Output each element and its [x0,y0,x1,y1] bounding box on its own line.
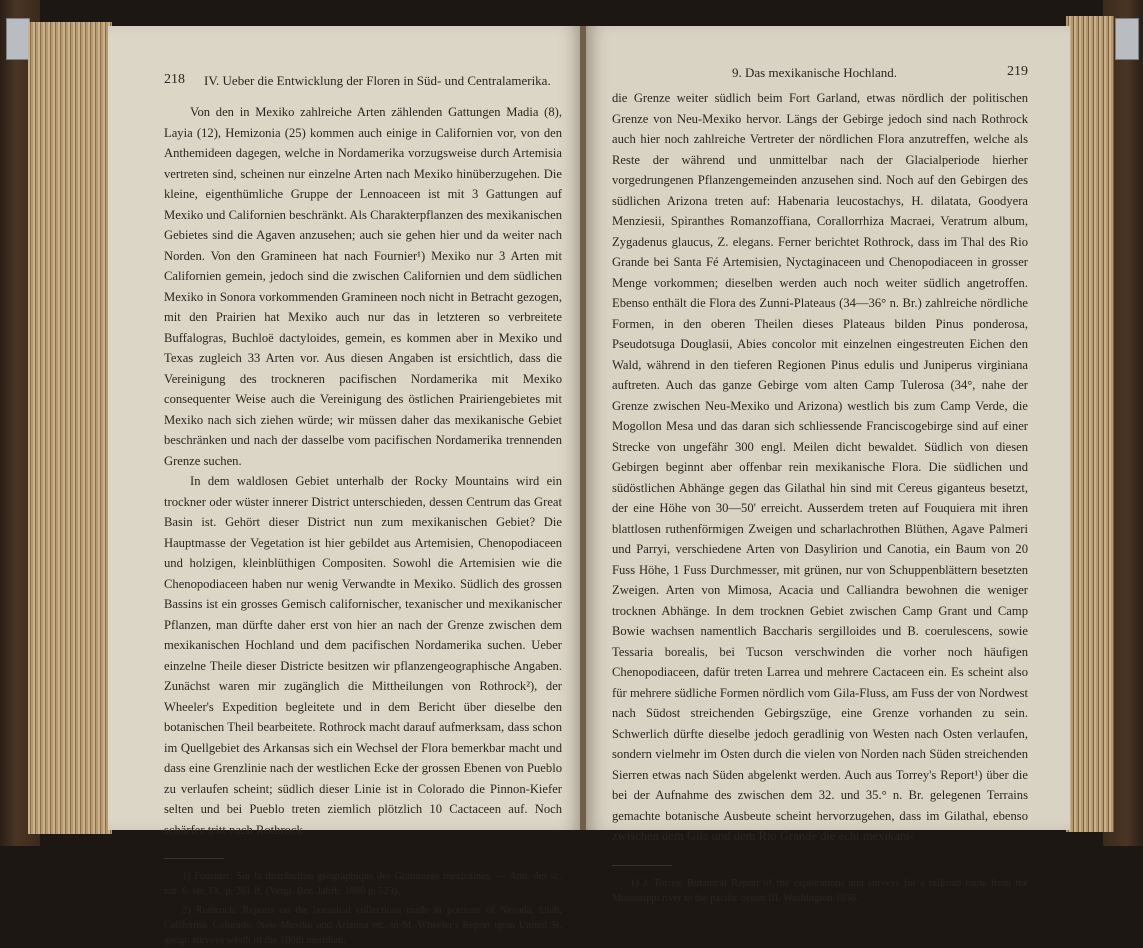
left-page-number: 218 [164,72,185,87]
page-edges-left [28,22,112,834]
footnote: 1) J. Torrey, Botanical Report of the explorations and surveys for a railroad route from the Mississippi river to the pacific ocean III. Washington 1856. [612,877,1028,904]
right-running-head [612,64,1028,86]
footnote-divider [612,865,672,866]
book-clip-top-left [6,18,30,60]
page-edges-right [1066,16,1114,832]
book-clip-top-right [1115,18,1139,60]
right-running-title: 9. Das mexikanische Hochland. [732,65,897,80]
paragraph: Von den in Mexiko zahlreiche Arten zählenden Gattungen Madia (8), Layia (12), Hemizonia (25) kommen auch einige in Californien vor, von den Anthemideen dagegen, welche in Nordamerika vorzugsweise durch Artemisia vertreten sind, scheinen nur einzelne Arten nach Mexiko hinüberzugehen. Die kleine, eigenthümliche Gruppe der Lennoaceen ist mit 3 Gattungen auf Mexiko und Californien beschränkt. Als Charakterpflanzen des mexikanischen Gebietes sind die Agaven anzusehen; auch sie gehen hier und da weiter nach Norden. Von den Gramineen hat nach Fournier¹) Mexiko nur 3 Arten mit Californien gemein, jedoch sind die zwischen Californien und dem südlichen Mexiko in Sonora vorkommenden Gramineen noch nicht in Betracht gezogen, mit den Prairien hat Mexiko auch nur das in letzteren so verbreitete Buffalogras, Buchloë dactyloides, gemein, es kommen aber in Mexiko und Texas zugleich 33 Arten vor. Aus diesen Angaben ist ersichtlich, dass die Vereinigung des trockneren pacifischen Nordamerika mit Mexiko consequenter Weise auch die Vereinigung des östlichen Prairiengebietes mit Mexiko nach sich ziehen würde; wir müssen daher das mexikanische Gebiet beschränken und nach der dasselbe vom pacifischen Nordamerika trennenden Grenze suchen. [164,105,562,468]
left-page [108,26,582,946]
right-footnotes [612,876,1028,906]
left-running-title: IV. Ueber die Entwicklung der Floren in Süd- und Centralamerika. [204,73,551,88]
right-body-text [612,88,1028,847]
left-body-text [164,102,562,840]
right-page [586,26,1070,904]
paragraph: In dem waldlosen Gebiet unterhalb der Rocky Mountains wird ein trockner oder wüster innerer District unterschieden, dessen Centrum das Great Basin ist. Gehört dieser District nun zum mexikanischen Gebiet? Die Hauptmasse der Vegetation ist hier gebildet aus Artemisien, Chenopodiaceen und holzigen, kleinblüthigen Compositen. Sowohl die Artemisien wie die Chenopodiaceen haben nur wenig Verwandte in Mexiko. Südlich des grossen Bassins ist ein grosses Gemisch californischer, texanischer und mexikanischer Pflanzen, man dürfte daher erst von hier an nach der Grenze zwischen dem mexikanischen Hochland und dem pacifischen Nordamerika suchen. Ueber einzelne Theile dieser Districte besitzen wir pflanzengeographische Angaben. Zunächst waren mir zugänglich die Mittheilungen von Rothrock²), der Wheeler's Expedition begleitete und in dem Bericht über dieselbe den botanischen Theil bearbeitete. Rothrock macht darauf aufmerksam, dass schon im Quellgebiet des Arkansas sich ein Wechsel der Flora bemerkbar macht und dass eine Grenzlinie nach der westlichen Ecke der grossen Ebenen von Pueblo zu verlaufen scheint; südlich dieser Linie ist in Colorado die Pinnon-Kiefer selten und bei Pueblo treten ziemlich plötzlich 10 Cactaceen auf. Noch schärfer tritt nach Rothrock [164,474,562,837]
footnote: 1) Fournier: Sur la distribution géographique des Graminées mexicaines. — Ann. des sc. nat. 6. sér. IX. p. 261 ff. (Vergl. Bot. Jahrb. 1880 p. 523). [164,871,562,897]
footnote: 2) Rothrock: Reports on the botanical collections made in portions of Nevada, Utah, California, Colorado, New-Mexiko und Arizona etc. in M. Wheeler's Report upon United St. geogr. surveys westh of the 100th meridian. [164,905,562,946]
left-running-head [164,72,562,94]
footnote-divider [164,858,224,859]
left-footnotes [164,869,562,948]
paragraph: die Grenze weiter südlich beim Fort Garland, etwas nördlich der politischen Grenze von Neu-Mexiko hervor. Längs der Gebirge jedoch sind nach Rothrock auch hier noch zahlreiche Vertreter der nördlichen Flora anzutreffen, welche als Reste der während und unmittelbar nach der Glacialperiode hierher vorgedrungenen Pflanzengemeinden anzusehen sind. Noch auf den Gebirgen des südlichen Arizona treten auf: Habenaria leucostachys, H. dilatata, Goodyera Menziesii, Spiranthes Romanzoffiana, Corallorrhiza Macraei, Veratrum album, Zygadenus glaucus, Z. elegans. Ferner berichtet Rothrock, dass im Thal des Rio Grande bei Santa Fé Artemisien, Nyctaginaceen und Chenopodiaceen in grosser Menge vorkommen; dieselben werden auch noch weiter südlich angetroffen. Ebenso enthält die Flora des Zunni-Plateaus (34—36° n. Br.) zahlreiche nördliche Formen, in den oberen Theilen dieses Plateaus bilden Pinus ponderosa, Pseudotsuga Douglasii, Abies concolor mit einzelnen eingestreuten Eichen den Wald, während in den tieferen Regionen Pinus edulis und Juniperus virginiana auftreten. Auch das ganze Gebirge vom alten Camp Tulerosa (34°, nahe der Grenze zwischen Neu-Mexiko und Arizona) westlich bis zum Camp Verde, die Mogollon Mesa und das daran sich schliessende Franciscogebirge sind auf einer Strecke von ungefähr 300 engl. Meilen dicht bewaldet. Südlich von diesen Gebirgen beginnt aber offenbar rein mexikanische Flora. Die südlichen und südöstlichen Abhänge gegen das Gilathal hin sind mit Cereus giganteus besetzt, der eine Höhe von 30—50' erreicht. Ausserdem treten auf Fouquiera mit ihren blattlosen ruthenförmigen Zweigen und scharlachrothen Blüthen, Agave Palmeri und Parryi, verschiedene Arten von Dasylirion und Canotia, ein Baum von 20 Fuss Höhe, 1 Fuss Durchmesser, mit grünen, nur von Schuppenblättern besetzten Zweigen. Arten von Mimosa, Acacia und Calliandra bewohnen die weniger trocknen Abhänge. In dem trocknen Gebiet zwischen Camp Grant und Camp Bowie wachsen namentlich Baccharis sergilloides und B. coerulescens, sowie Tessaria borealis, bei Tucson verschwinden die vorher noch häufigen Chenopodiaceen, dafür treten Larrea und mehrere Cactaceen ein. Es scheint also für mehrere südliche Formen nördlich vom Gila-Fluss, am Fuss der von Nordwest nach Südost streichenden Gebirgszüge, eine Grenze vorhanden zu sein. Schwerlich dürfte dieselbe jedoch geradlinig von Westen nach Osten verlaufen, sondern vielmehr im Osten durch die vielen von Norden nach Süden streichenden Sierren etwas nach Süden abgelenkt werden. Auch aus Torrey's Report¹) über die bei der Aufnahme des zwischen dem 32. und 35.° n. Br. gelegenen Terrains gemachte botanische Ausbeute scheint hervorzugehen, dass im Gilathal, ebenso zwischen dem Gila und dem Rio Grande die echt mexikani- [612,91,1028,843]
right-page-number: 219 [1007,64,1028,79]
